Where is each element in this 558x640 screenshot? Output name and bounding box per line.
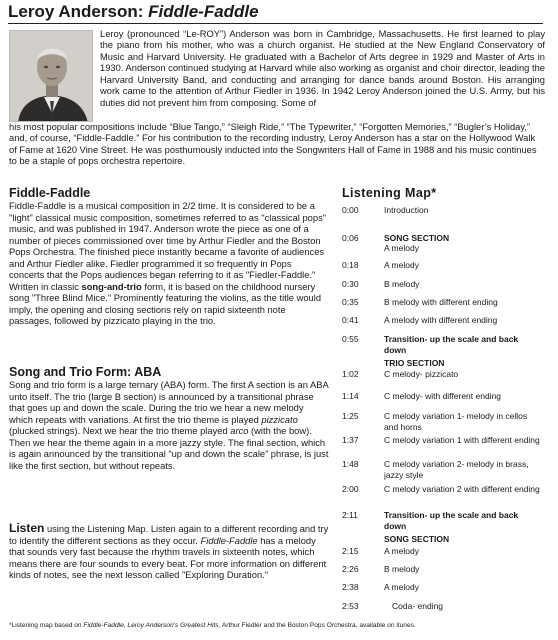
title-bar xyxy=(8,2,543,24)
bio-paragraph-bottom: his most popular compositions include “Blue Tango,” “Sleigh Ride,” “The Typewriter,” “Forgotten Memories,” “Bugler’s Holiday,” and, of course, “Fiddle-Faddle.” For his contribution to the recording industry, Leroy Anderson has a star on the Hollywood Walk of Fame at 1620 Vine Street. He was posthumously inducted into the Songwriters Hall of Fame in 1988 and his music continues to be a staple of pops orchestra repertoire. xyxy=(9,122,537,167)
trio-section-label: TRIO SECTION xyxy=(384,358,445,368)
title-work: Fiddle-Faddle xyxy=(148,2,259,21)
song-trio-heading: Song and Trio Form: ABA xyxy=(9,365,162,379)
song-section-label: SONG SECTION xyxy=(384,233,450,243)
listen-heading: Listen xyxy=(9,521,45,535)
composer-portrait xyxy=(9,30,93,122)
listen-paragraph: Listen using the Listening Map. Listen again to a different recording and try to identify the different sections as they occur. Fiddle-Faddle has a melody that sounds very fast because the rhythm travels in sixteenth notes, which means there are four sounds to every beat. For more information on different kinds of notes, see the next lesson called "Exploring Duration." xyxy=(9,521,329,581)
title-composer: Leroy Anderson: xyxy=(8,2,149,21)
document-page: Leroy Anderson: Fiddle-Faddle Leroy (pronounced “Le-ROY”) Anderson was born in Cambridge, Massachusetts. He first learned to play the piano from his mother, who was a church organist. He studied at the New England Conservatory of Music and Harvard University. He graduated with a Bachelor of Arts degree in 1929 and Master of Arts in 1930. Anderson continued studying at Harvard while also working as organist and choir director, leading the Harvard University Band, and conducting and arranging for dance bands around Boston. His arranging work came to the attention of Arthur Fiedler in 1936. In 1942 Leroy Anderson joined the U.S. Army, but his duties did not prevent him from composing. Some of his most popular compositions include “Blue Tango,” “Sleigh Ride,” “The Typewriter,” “Forgotten Memories,” “Bugler’s Holiday,” and, of course, “Fiddle-Faddle.” For his contribution to the recording industry, Leroy Anderson has a star on the Hollywood Walk of Fame at 1620 Vine Street. He was posthumously inducted into the Songwriters Hall of Fame in 1988 and his music continues to be a staple of pops orchestra repertoire. Fiddle-Faddle Fiddle-Faddle is a musical composition in 2/2 time. It is considered to be a "light" classical music composition, sometimes referred to as "classical pops" music, and was published in 1947. Anderson wrote the piece as one of a number of pieces commissioned over time by Arthur Fiedler and the Boston Pops Orchestra. The finished piece instantly became a favorite of audiences and Arthur Fiedler alike. Fiedler programmed it so frequently in Pops concerts that the Pops audiences began referring to it as "Fiedler-Faddle." Written in classic song-and-trio form, it is based on the childhood nursery song "Three Blind Mice." Prominently featuring the violins, as the title would imply, the opening and closing sections rely on rapid sixteenth note passages, followed by pizzicato playing in the trio. Song and Trio Form: ABA Song and trio form is a large ternary (ABA) form. The first A section is an ABA unto itself. The trio (large B section) is announced by a transitional phrase that goes up and down the scale. During the trio we hear a new melody which repeats with variations. At first the trio theme is played pizzicato (plucked strings). Next we hear the trio theme played arco (with the bow). Then we hear the theme again in a more jazzy style. The final section, which is again announced by the transitional “up and down the scale” phrase, is just like the first section, but without repeats. Listen using the Listening Map. Listen again to a different recording and try to identify the different sections as they occur. Fiddle-Faddle has a melody that sounds very fast because the rhythm travels in sixteenth notes, which means there are four sounds to every beat. For more information on different kinds of notes, see the next lesson called "Exploring Duration." Listening Map* 0:00 Introduction 0:06 SONG SECTION A melody 0:18 A melody 0:30 B melody 0:35 B melody with different ending 0:41 A melody with different ending 0:55 Transition- up the scale and back down TRIO SECTION 1:02 C melody- pizzicato 1:14 C melody- with different ending 1:25 C melody variation 1- melody in cellos and horns 1:37 C melody variation 1 with different ending 1:48 C melody variation 2- melody in brass, jazzy style 2:00 C melody variation 2 with different ending 2:11 Transition- up the scale and back down SONG SECTION 2:15 A melody 2:26 B melody 2:38 A melody 2:53 Coda- ending *Listening map based on Fiddle-Faddle, Leroy Anderson's Greatest Hits, Arthur Fiedler and the Boston Pops Orchestra, available on itunes. xyxy=(0,0,558,640)
listening-map-heading: Listening Map* xyxy=(342,186,437,200)
portrait-image xyxy=(10,31,93,122)
fiddle-faddle-paragraph: Fiddle-Faddle is a musical composition in 2/2 time. It is considered to be a "light" classical music composition, sometimes referred to as "classical pops" music, and was published in 1947. Anderson wrote the piece as one of a number of pieces commissioned over time by Arthur Fiedler and the Boston Pops Orchestra. The finished piece instantly became a favorite of audiences and Arthur Fiedler alike. Fiedler programmed it so frequently in Pops concerts that the Pops audiences began referring to it as "Fiedler-Faddle." Written in classic song-and-trio form, it is based on the childhood nursery song "Three Blind Mice." Prominently featuring the violins, as the title would imply, the opening and closing sections rely on rapid sixteenth note passages, followed by pizzicato playing in the trio. xyxy=(9,201,327,327)
page-title xyxy=(8,2,543,22)
song-section-label-2: SONG SECTION xyxy=(384,534,450,544)
footnote: *Listening map based on Fiddle-Faddle, Leroy Anderson's Greatest Hits, Arthur Fiedler and the Boston Pops Orchestra, available on itunes. xyxy=(9,622,416,629)
fiddle-faddle-heading: Fiddle-Faddle xyxy=(9,186,91,200)
song-trio-paragraph: Song and trio form is a large ternary (ABA) form. The first A section is an ABA unto itself. The trio (large B section) is announced by a transitional phrase that goes up and down the scale. During the trio we hear a new melody which repeats with variations. At first the trio theme is played pizzicato (plucked strings). Next we hear the trio theme played arco (with the bow). Then we hear the theme again in a more jazzy style. The final section, which is again announced by the transitional “up and down the scale” phrase, is just like the first section, but without repeats. xyxy=(9,380,329,471)
bio-paragraph-top: Leroy (pronounced “Le-ROY”) Anderson was born in Cambridge, Massachusetts. He first learned to play the piano from his mother, who was a church organist. He studied at the New England Conservatory of Music and Harvard University. He graduated with a Bachelor of Arts degree in 1929 and Master of Arts in 1930. Anderson continued studying at Harvard while also working as organist and choir director, leading the Harvard University Band, and conducting and arranging for dance bands around Boston. His arranging work came to the attention of Arthur Fiedler in 1936. In 1942 Leroy Anderson joined the U.S. Army, but his duties did not prevent him from composing. Some of xyxy=(100,29,545,108)
map-row-desc: A melody xyxy=(384,243,419,253)
